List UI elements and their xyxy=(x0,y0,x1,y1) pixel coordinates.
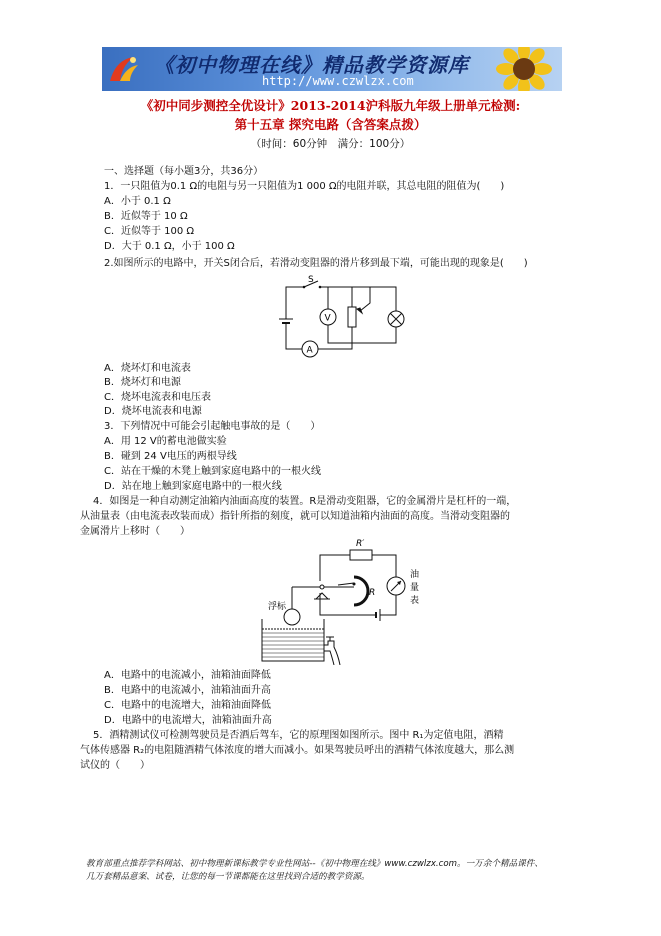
voltmeter-label: V xyxy=(324,313,331,324)
gauge-label-3: 表 xyxy=(410,596,420,606)
q5-stem-line3: 试仪的（ ） xyxy=(80,760,150,771)
r-prime-label: R′ xyxy=(356,539,365,549)
time-info: （时间：60分钟 满分：100分） xyxy=(250,138,411,150)
q3-option-d: D．站在地上触到家庭电路中的一根火线 xyxy=(104,481,282,492)
site-logo-icon xyxy=(106,53,142,85)
q3-option-b: B．碰到 24 V电压的两根导线 xyxy=(104,451,237,462)
ammeter-label: A xyxy=(306,345,313,356)
q4-oil-gauge-diagram xyxy=(258,537,423,665)
site-name: 《初中物理在线》精品教学资源库 xyxy=(154,53,469,77)
footer-line2: 几万套精品意案、试卷，让您的每一节课都能在这里找到合适的教学资源。 xyxy=(86,872,370,882)
q4-stem-line2: 从油量表（由电流表改装而成）指针所指的刻度，就可以知道油箱内油面的高度。当滑动变阻器的 xyxy=(80,511,510,522)
q3-option-a: A．用 12 V的蓄电池做实验 xyxy=(104,436,227,447)
gauge-label-2: 量 xyxy=(410,583,420,593)
q1-option-a: A．小于 0.1 Ω xyxy=(104,196,171,207)
q1-option-c: C．近似等于 100 Ω xyxy=(104,226,195,237)
float-icon xyxy=(284,609,300,625)
sunflower-icon xyxy=(494,47,554,91)
q1-option-b: B．近似等于 10 Ω xyxy=(104,211,188,222)
page-title-line1: 《初中同步测控全优设计》2013-2014沪科版九年级上册单元检测: xyxy=(140,98,521,113)
q1-option-d: D．大于 0.1 Ω，小于 100 Ω xyxy=(104,241,235,252)
q3-stem: 3．下列情况中可能会引起触电事故的是（ ） xyxy=(104,421,321,432)
q5-stem-line2: 气体传感器 R₂的电阻随酒精气体浓度的增大而减小。如果驾驶员呼出的酒精气体浓度越大，那么测 xyxy=(80,745,515,756)
q2-stem: 2.如图所示的电路中，开关S闭合后，若滑动变阻器的滑片移到最下端，可能出现的现象是( ) xyxy=(104,258,528,269)
q4-option-b: B．电路中的电流减小，油箱油面升高 xyxy=(104,685,271,696)
r-label: R xyxy=(369,588,376,598)
q2-circuit-diagram xyxy=(268,273,418,361)
q4-option-a: A．电路中的电流减小，油箱油面降低 xyxy=(104,670,271,681)
q1-stem: 1．一只阻值为0.1 Ω的电阻与另一只阻值为1 000 Ω的电阻并联，其总电阻的阻值为( ) xyxy=(104,181,505,192)
q2-option-b: B．烧坏灯和电源 xyxy=(104,377,181,388)
float-label: 浮标 xyxy=(268,602,287,612)
q2-option-a: A．烧坏灯和电流表 xyxy=(104,363,191,374)
q2-option-d: D．烧坏电流表和电源 xyxy=(104,406,202,417)
q5-stem-line1: 5．酒精测试仪可检测驾驶员是否酒后驾车，它的原理图如图所示。图中 R₁为定值电阻，酒精 xyxy=(93,730,504,741)
site-url[interactable]: http://www.czwlzx.com xyxy=(262,74,414,88)
q2-option-c: C．烧坏电流表和电压表 xyxy=(104,392,211,403)
site-banner xyxy=(102,47,562,91)
q4-stem-line3: 金属滑片上移时（ ） xyxy=(80,526,190,537)
q4-stem-line1: 4．如图是一种自动测定油箱内油面高度的装置。R是滑动变阻器，它的金属滑片是杠杆的一端， xyxy=(93,496,517,507)
footer-line1: 教育部重点推荐学科网站、初中物理新课标教学专业性网站--《初中物理在线》www.czwlzx.com。一万余个精品课件、 xyxy=(86,859,543,869)
gauge-label-1: 油 xyxy=(410,570,420,580)
switch-label: S xyxy=(308,275,314,285)
q4-option-d: D．电路中的电流增大，油箱油面升高 xyxy=(104,715,272,726)
q4-option-c: C．电路中的电流增大，油箱油面降低 xyxy=(104,700,271,711)
section-heading: 一、选择题（每小题3分，共36分） xyxy=(104,166,264,177)
page-title-line2: 第十五章 探究电路（含答案点拨） xyxy=(234,117,427,132)
q3-option-c: C．站在干燥的木凳上触到家庭电路中的一根火线 xyxy=(104,466,321,477)
